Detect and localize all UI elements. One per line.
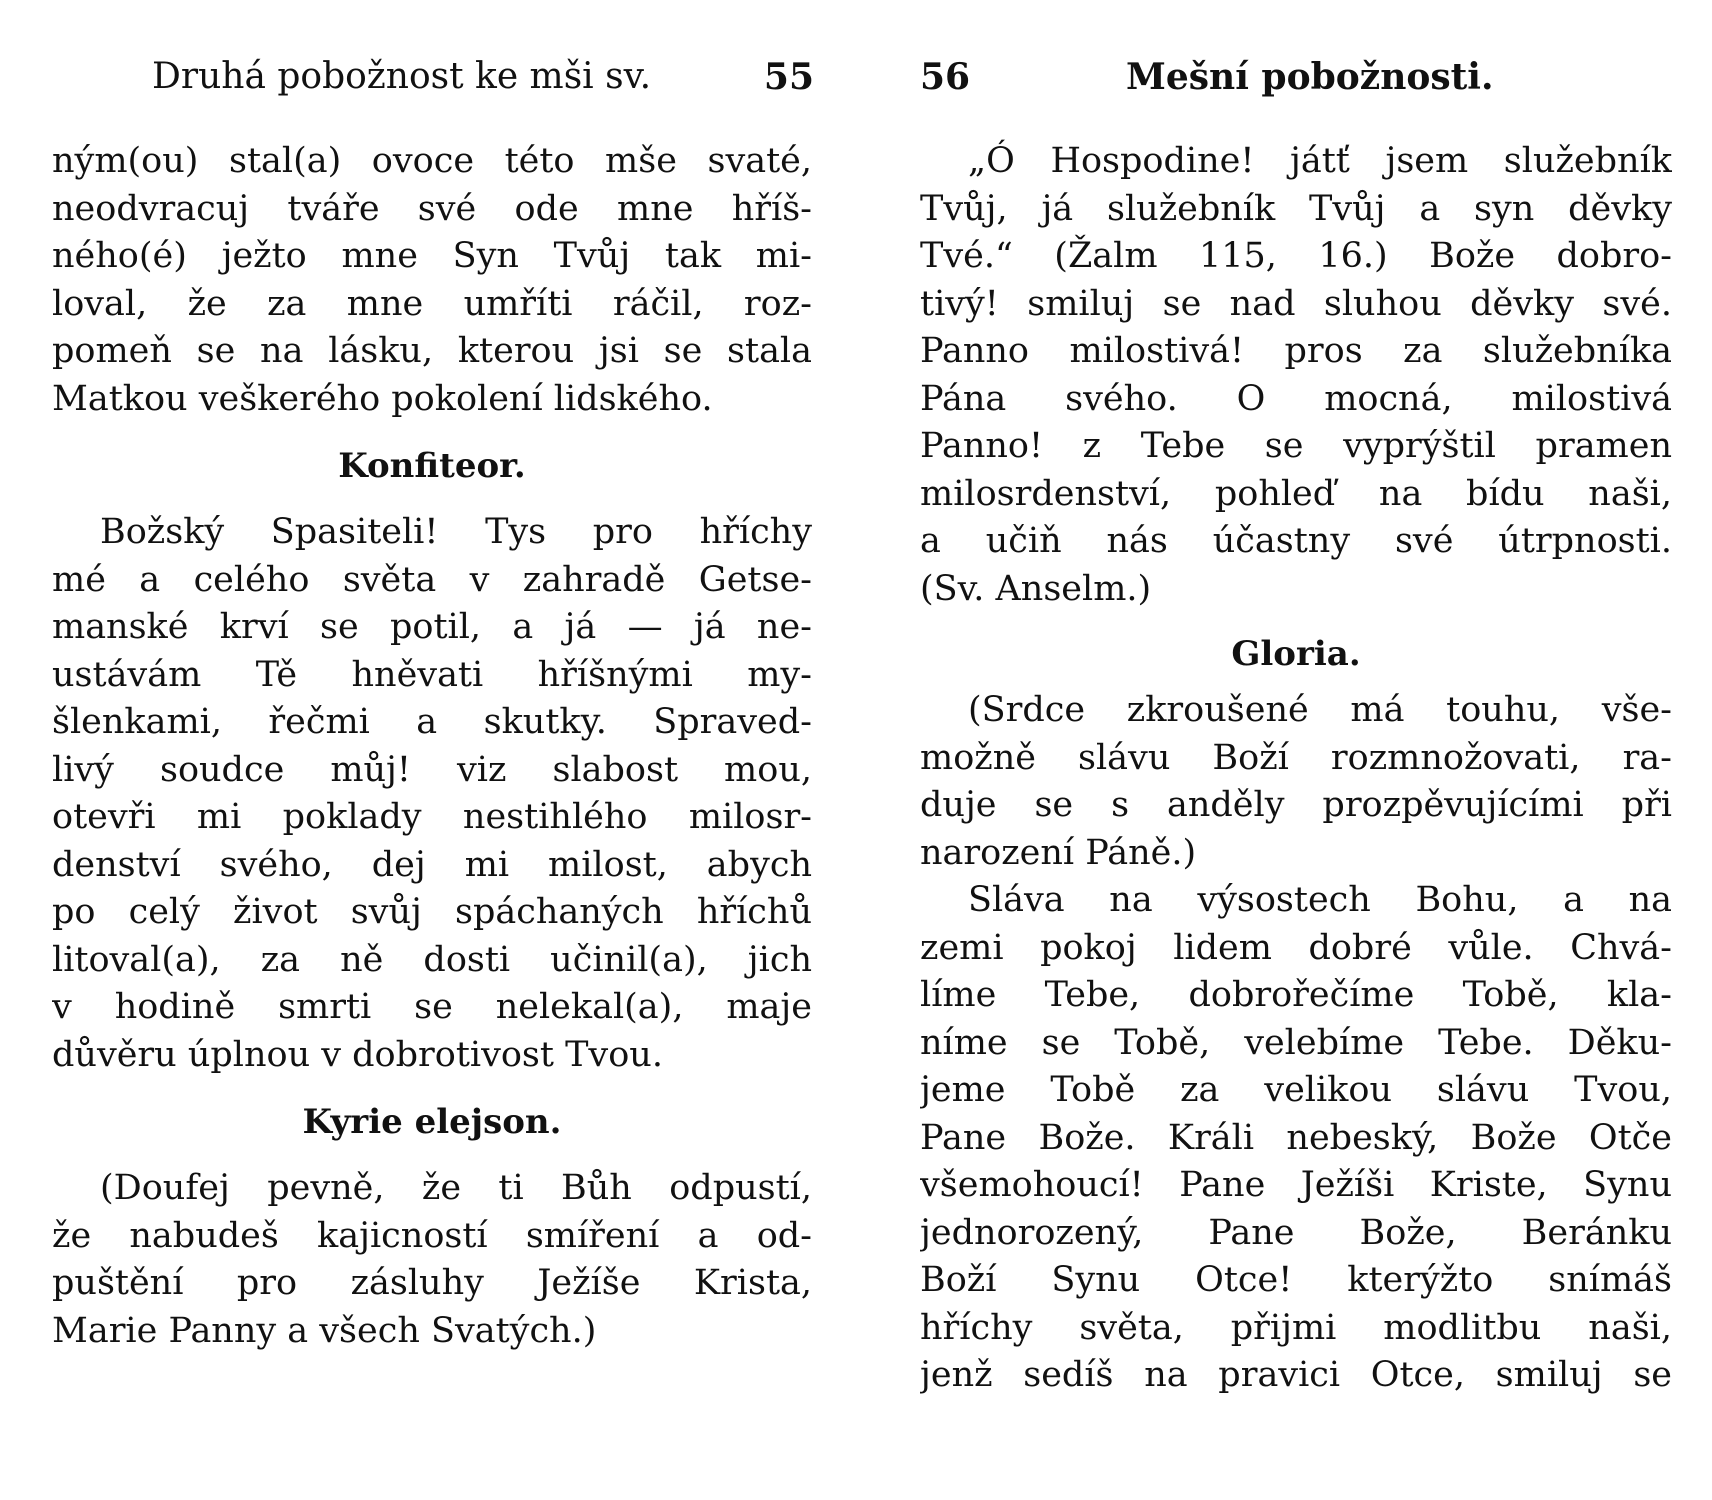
text-line: v hodině smrti se nelekal(a), maje (52, 987, 812, 1027)
left-body (52, 138, 812, 1355)
text-line: jenž sedíš na pravici Otce, smiluj se (920, 1355, 1672, 1395)
text-line: Boží Synu Otce! kterýžto snímáš (920, 1260, 1672, 1300)
text-line: důvěru úplnou v dobrotivost Tvou. (52, 1034, 663, 1075)
text-line: denství svého, dej mi milost, abych (52, 844, 812, 885)
text-line: otevři mi poklady nestihlého milosr- (52, 797, 812, 837)
text-line: (Sv. Anselm.) (920, 568, 1152, 609)
text-line: Božský Spasiteli! Tys pro hříchy (100, 512, 812, 552)
text-line: hříchy světa, přijmi modlitbu naši, (920, 1307, 1672, 1348)
text-line: manské krví se potil, a já — já ne- (52, 607, 812, 647)
text-line: a učiň nás účastny své útrpnosti. (920, 521, 1672, 561)
text-line: že nabudeš kajicností smíření a od- (52, 1215, 812, 1256)
text-line: jeme Tobě za velikou slávu Tvou, (920, 1070, 1672, 1110)
text-line: ného(é) ježto mne Syn Tvůj tak mi- (52, 236, 812, 276)
text-line: Marie Panny a všech Svatých.) (52, 1310, 597, 1351)
text-line: Tvůj, já služebník Tvůj a syn děvky (920, 188, 1672, 229)
text-line: zemi pokoj lidem dobré vůle. Chvá- (920, 927, 1672, 968)
text-line: šlenkami, řečmi a skutky. Spraved- (52, 702, 812, 742)
right-page (920, 0, 1672, 1500)
right-body (920, 138, 1672, 1400)
text-line: mé a celého světa v zahradě Getse- (52, 559, 812, 600)
text-line: „Ó Hospodine! játť jsem služebník (968, 141, 1672, 181)
section-heading-kyrie: Kyrie elejson. (302, 1102, 562, 1142)
left-running-head (52, 52, 812, 102)
text-line: pomeň se na lásku, kterou jsi se stala (52, 331, 812, 371)
text-line: níme se Tobě, velebíme Tebe. Děku- (920, 1022, 1672, 1063)
text-line: litoval(a), za ně dosti učinil(a), jich (52, 939, 812, 980)
text-line: všemohoucí! Pane Ježíši Kriste, Synu (920, 1165, 1672, 1205)
right-running-head (920, 52, 1672, 102)
text-line: milosrdenství, pohleď na bídu naši, (920, 473, 1672, 514)
right-page-number: 56 (920, 56, 971, 98)
text-line: ným(ou) stal(a) ovoce této mše svaté, (52, 141, 812, 181)
text-line: (Doufej pevně, že ti Bůh odpustí, (100, 1168, 812, 1208)
left-page (52, 0, 812, 1500)
text-line: narození Páně.) (920, 832, 1197, 873)
text-line: duje se s anděly prozpěvujícími při (920, 785, 1672, 825)
text-line: livý soudce můj! viz slabost mou, (52, 749, 812, 790)
text-line: neodvracuj tváře své ode mne hříš- (52, 188, 812, 229)
text-line: tivý! smiluj se nad sluhou děvky své. (920, 283, 1672, 324)
text-line: ustávám Tě hněvati hříšnými my- (52, 654, 812, 695)
text-line: jednorozený, Pane Bože, Beránku (920, 1212, 1672, 1253)
right-running-title: Mešní pobožnosti. (1126, 56, 1494, 98)
left-page-number: 55 (763, 56, 814, 98)
text-line: loval, že za mne umříti ráčil, roz- (52, 283, 812, 324)
text-line: puštění pro zásluhy Ježíše Krista, (52, 1263, 812, 1303)
section-heading-confiteor: Konfiteor. (338, 446, 526, 486)
text-line: Panno! z Tebe se vyprýštil pramen (920, 426, 1672, 466)
section-heading-gloria: Gloria. (1231, 634, 1361, 674)
text-line: Sláva na výsostech Bohu, a na (968, 880, 1672, 920)
text-line: (Srdce zkroušené má touhu, vše- (968, 690, 1672, 730)
text-line: líme Tebe, dobrořečíme Tobě, kla- (920, 975, 1672, 1015)
text-line: Pána svého. O mocná, milostivá (920, 378, 1672, 419)
text-line: Tvé.“ (Žalm 115, 16.) Bože dobro- (920, 236, 1672, 276)
text-line: po celý život svůj spáchaných hříchů (52, 892, 812, 932)
text-line: Matkou veškerého pokolení lidského. (52, 378, 713, 419)
text-line: Panno milostivá! pros za služebníka (920, 331, 1672, 371)
text-line: možně slávu Boží rozmnožovati, ra- (920, 737, 1672, 778)
text-line: Pane Bože. Králi nebeský, Bože Otče (920, 1117, 1672, 1158)
left-running-title: Druhá pobožnost ke mši sv. (152, 56, 652, 97)
